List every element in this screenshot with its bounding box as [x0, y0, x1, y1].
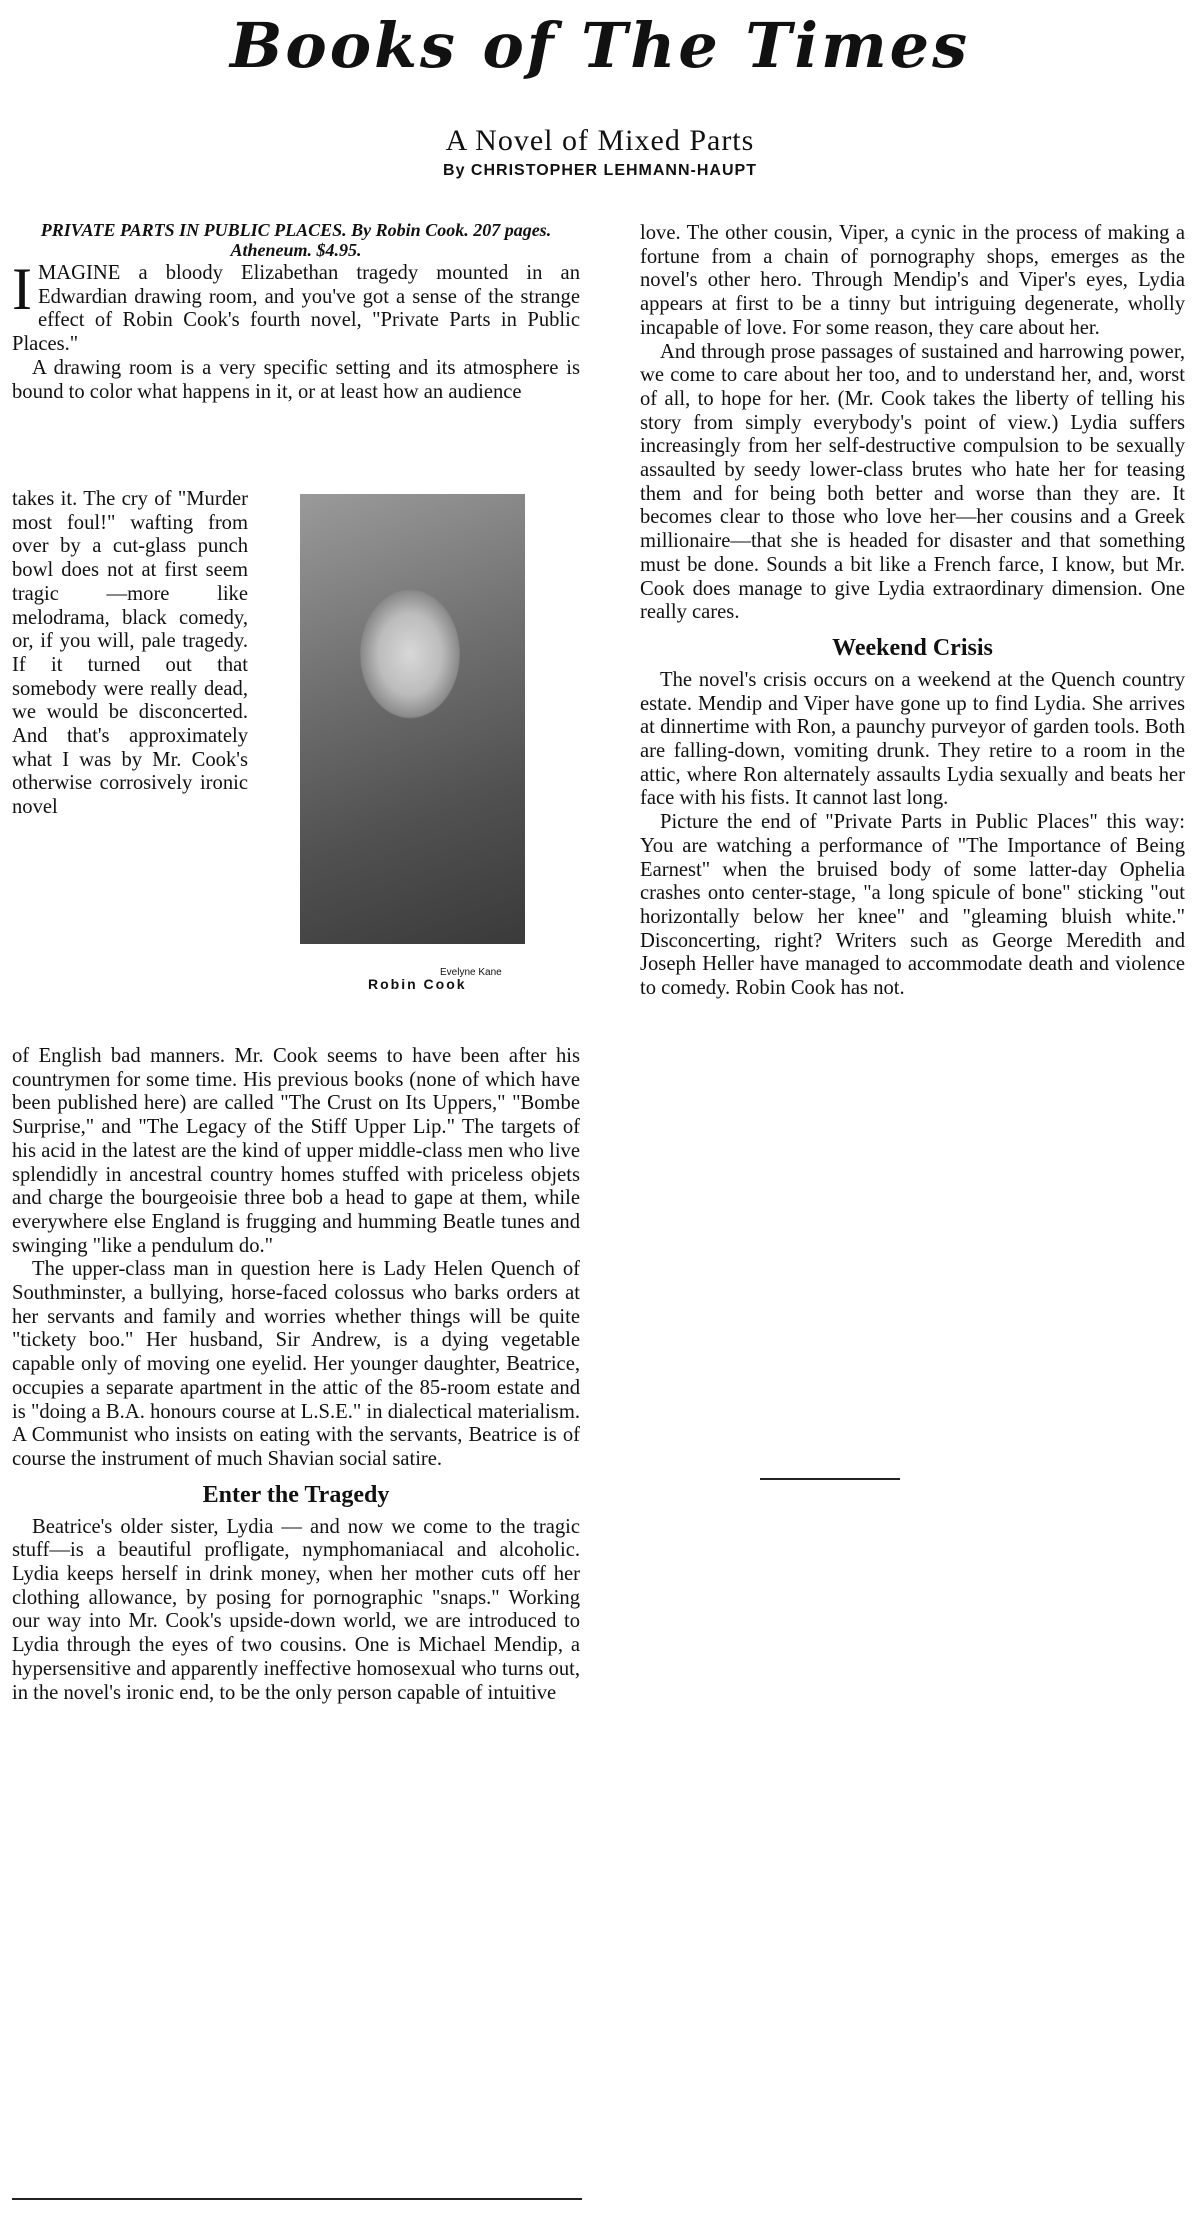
paragraph-drawing-room: A drawing room is a very specific setting and its atmosphere is bound to color what happens in it, or at least how an audience — [12, 356, 580, 403]
author-photo — [300, 494, 525, 944]
paragraph-intro-text: MAGINE a bloody Elizabethan tragedy mounted in an Edwardian drawing room, and you've got a sense of the strange effect of Robin Cook's fourth novel, "Private Parts in Public Places." — [12, 262, 580, 356]
bottom-rule — [12, 2198, 582, 2200]
headline: A Novel of Mixed Parts — [445, 124, 755, 157]
paragraph-harrowing: And through prose passages of sustained and harrowing power, we come to care about her too, and to understand her, and, worst of all, to hope for her. (Mr. Cook takes the liberty of telling his story from simply everybody's point of view.) Lydia suffers increasingly from her self-destructive compulsion to be sexually assaulted by seedy lower-class brutes who hate her for teasing them and for being both better and worse than they are. It becomes clear to those who love her—her cousins and a Greek millionaire—that she is headed for disaster and that something must be done. Sounds a bit like a French farce, I know, but Mr. Cook does manage to give Lydia extraordinary dimension. One really cares. — [640, 340, 1185, 624]
book-info: PRIVATE PARTS IN PUBLIC PLACES. By Robin Cook. 207 pages. Atheneum. $4.95. — [40, 220, 552, 260]
paragraph-crisis: The novel's crisis occurs on a weekend at the Quench country estate. Mendip and Viper have gone up to find Lydia. She arrives at dinnertime with Ron, a paunchy purveyor of garden tools. Both are falling-down, vomiting drunk. They retire to a room in the attic, where Ron alternately assaults Lydia sexually and beats her face with his fists. It cannot last long. — [640, 668, 1185, 810]
paragraph-wrap: takes it. The cry of "Murder most foul!" wafting from over by a cut-glass punch bowl does not at first seem tragic —more like melodrama, black comedy, or, if you will, pale tragedy. If it turned out that somebody were really dead, we would be disconcerted. And that's approximately what I was by Mr. Cook's otherwise corrosively ironic novel — [12, 488, 248, 819]
byline: By CHRISTOPHER LEHMANN-HAUPT — [443, 162, 757, 179]
photo-caption: Robin Cook — [368, 976, 467, 992]
subhead-enter-the-tragedy: Enter the Tragedy — [202, 1481, 390, 1508]
drop-cap: I — [12, 256, 32, 322]
paragraph-lydia: Beatrice's older sister, Lydia — and now we come to the tragic stuff—is a beautiful profligate, nymphomaniacal and alcoholic. Lydia keeps herself in drink money, when her mother cuts off her clothing allowance, by posing for pornographic "snaps." Working our way into Mr. Cook's upside-down world, we are introduced to Lydia through the eyes of two cousins. One is Michael Mendip, a hypersensitive and apparently ineffective homosexual who turns out, in the novel's ironic end, to be the only person capable of intuitive — [12, 1515, 580, 1704]
column-1-lower — [12, 1045, 580, 1705]
paragraph-upper-class: The upper-class man in question here is Lady Helen Quench of Southminster, a bullying, horse-faced colossus who barks orders at her servants and family and worries whether things will be quite "tickety boo." Her husband, Sir Andrew, is a dying vegetable capable only of moving one eyelid. Her younger daughter, Beatrice, occupies a separate apartment in the attic of the 85-room estate and is "doing a B.A. honours course at L.S.E." in dialectical materialism. A Communist who insists on eating with the servants, Beatrice is of course the instrument of much Shavian social satire. — [12, 1258, 580, 1470]
column-1-wrap — [12, 488, 248, 820]
subhead-weekend-crisis: Weekend Crisis — [832, 634, 993, 661]
column-1-top — [12, 220, 580, 404]
photo-credit: Evelyne Kane — [440, 967, 502, 978]
paragraph-viper: love. The other cousin, Viper, a cynic in the process of making a fortune from a chain of pornography shops, emerges as the novel's other hero. Through Mendip's and Viper's eyes, Lydia appears at first to be a tinny but intriguing degenerate, wholly incapable of love. For some reason, they care about her. — [640, 222, 1185, 339]
end-rule — [760, 1478, 900, 1480]
paragraph-bad-manners: of English bad manners. Mr. Cook seems to have been after his countrymen for some time. His previous books (none of which have been published here) are called "The Crust on Its Uppers," "Bombe Surprise," and "The Legacy of the Stiff Upper Lip." The targets of his acid in the latest are the kind of upper middle-class men who live splendidly in ancestral country homes stuffed with priceless objets and charge the bourgeoisie three bob a head to gape at them, while everywhere else England is frugging and humming Beatle tunes and swinging "like a pendulum do." — [12, 1045, 580, 1257]
paragraph-ending: Picture the end of "Private Parts in Public Places" this way: You are watching a performance of "The Importance of Being Earnest" when the bruised body of some latter-day Ophelia crashes onto center-stage, "a long spicule of bone" sticking "out horizontally below her knee" and "gleaming bluish white." Disconcerting, right? Writers such as George Meredith and Joseph Heller have managed to accommodate death and violence to comedy. Robin Cook has not. — [640, 811, 1185, 1000]
masthead: Books of The Times — [229, 9, 971, 82]
paragraph-intro — [12, 256, 580, 357]
column-2 — [640, 222, 1185, 1001]
